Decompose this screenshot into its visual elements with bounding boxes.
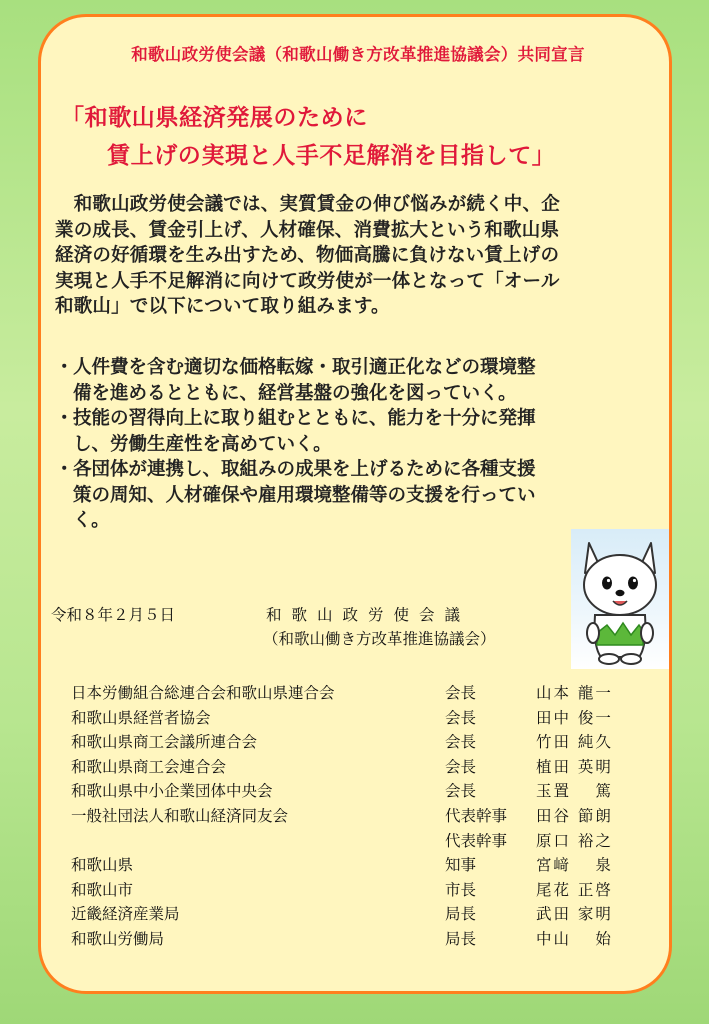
- member-role: 局長: [445, 905, 477, 924]
- bullet-line: 策の周知、人材確保や雇用環境整備等の支援を行ってい: [73, 484, 536, 506]
- member-role: 会長: [445, 757, 477, 776]
- declaration-panel: [38, 14, 672, 994]
- member-row: [71, 779, 661, 804]
- member-row: [71, 878, 661, 903]
- member-name: 武田 家明: [536, 905, 613, 924]
- member-row: [71, 927, 661, 952]
- member-org: 和歌山県経営者協会: [71, 708, 211, 727]
- member-name: 尾花 正啓: [536, 880, 613, 899]
- member-org: 日本労働組合総連合会和歌山県連合会: [71, 684, 335, 702]
- member-name: 竹田 純久: [536, 733, 613, 752]
- bullet-line: く。: [73, 510, 110, 531]
- member-org: 和歌山県商工会議所連合会: [71, 733, 258, 752]
- white-dog-mascot-icon: [571, 529, 669, 669]
- paragraph-line: 業の成長、賃金引上げ、人材確保、消費拡大という和歌山県: [55, 219, 560, 241]
- member-name: 植田 英明: [536, 757, 613, 776]
- member-name: 田谷 節朗: [536, 806, 613, 825]
- member-name: 中山 始: [536, 929, 613, 948]
- member-row: [71, 902, 661, 927]
- bullet-item: [51, 406, 663, 457]
- header-title: 和歌山政労使会議（和歌山働き方改革推進協議会）共同宣言: [131, 45, 585, 64]
- bullet-line: 人件費を含む適切な価格転嫁・取引適正化などの環境整: [73, 357, 536, 378]
- member-name: 宮﨑 泉: [536, 856, 613, 875]
- member-role: 代表幹事: [445, 806, 508, 825]
- member-org: 和歌山労働局: [71, 929, 165, 948]
- paragraph-line: 経済の好循環を生み出すため、物価高騰に負けない賃上げの: [55, 245, 560, 266]
- member-role: 会長: [445, 733, 477, 752]
- members-table: [71, 681, 661, 952]
- member-name: 玉置 篤: [536, 782, 613, 801]
- member-row: [71, 755, 661, 780]
- bullet-item: [51, 355, 663, 406]
- council-name: 和歌山政労使会議: [266, 606, 471, 624]
- member-row: [71, 730, 661, 755]
- main-title-line-2: 賃上げの実現と人手不足解消を目指して」: [107, 143, 556, 169]
- member-role: 知事: [445, 856, 477, 875]
- member-org: 一般社団法人和歌山経済同友会: [71, 806, 289, 825]
- bullet-line: 備を進めるとともに、経営基盤の強化を図っていく。: [73, 382, 517, 404]
- paragraph-line: 和歌山政労使会議では、実質賃金の伸び悩みが続く中、企: [55, 194, 560, 215]
- bullet-item: [51, 457, 663, 534]
- bullet-marker: ・: [55, 459, 74, 480]
- main-title-line-1: 「和歌山県経済発展のために: [61, 105, 368, 131]
- member-row: [71, 853, 661, 878]
- declaration-date: 令和８年２月５日: [51, 606, 176, 624]
- member-org: 近畿経済産業局: [71, 905, 180, 924]
- paragraph-line: 和歌山」で以下について取り組みます。: [55, 296, 390, 317]
- member-name: 田中 俊一: [536, 708, 613, 727]
- bullet-list: [51, 355, 663, 534]
- member-role: 市長: [445, 880, 477, 899]
- bullet-line: 各団体が連携し、取組みの成果を上げるために各種支援: [73, 459, 536, 480]
- member-row: [71, 829, 661, 854]
- member-role: 会長: [445, 782, 477, 801]
- member-org: 和歌山市: [71, 880, 134, 899]
- member-row: [71, 681, 661, 706]
- bullet-line: し、労働生産性を高めていく。: [73, 433, 332, 455]
- bullet-marker: ・: [55, 408, 74, 429]
- council-subtitle: （和歌山働き方改革推進協議会）: [263, 630, 496, 648]
- bullet-line: 技能の習得向上に取り組むとともに、能力を十分に発揮: [73, 408, 536, 429]
- member-org: 和歌山県中小企業団体中央会: [71, 782, 273, 801]
- intro-paragraph: [55, 192, 655, 320]
- bullet-marker: ・: [55, 357, 74, 378]
- member-org: 和歌山県: [71, 856, 134, 875]
- member-role: 代表幹事: [445, 831, 508, 850]
- paragraph-line: 実現と人手不足解消に向けて政労使が一体となって「オール: [55, 270, 560, 292]
- member-role: 会長: [445, 708, 477, 727]
- member-role: 局長: [445, 929, 477, 948]
- member-row: [71, 706, 661, 731]
- member-org: 和歌山県商工会連合会: [71, 757, 227, 776]
- member-row: [71, 804, 661, 829]
- member-role: 会長: [445, 684, 477, 702]
- member-name: 山本 龍一: [536, 684, 613, 702]
- member-name: 原口 裕之: [536, 831, 613, 850]
